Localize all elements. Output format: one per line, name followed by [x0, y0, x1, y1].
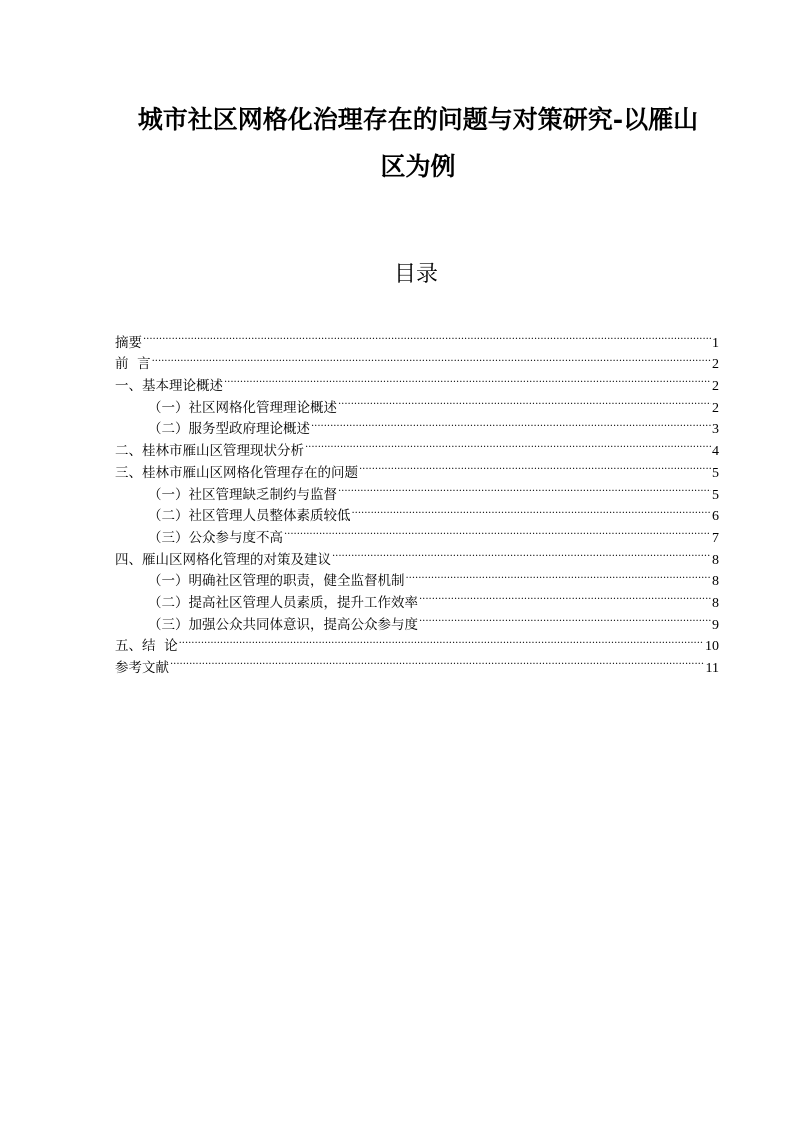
toc-entry-label: 一、基本理论概述: [115, 378, 223, 395]
toc-entry-label: 三、桂林市雁山区网格化管理存在的问题: [115, 464, 358, 481]
toc-leader-dots: [305, 433, 711, 455]
toc-entry-label: 摘要: [115, 334, 142, 351]
toc-leader-dots: [152, 347, 711, 369]
toc-entry-page: 10: [705, 639, 719, 655]
toc-entry-label: （三）加强公众共同体意识，提高公众参与度: [148, 616, 418, 633]
toc-leader-dots: [338, 390, 711, 412]
toc-leader-dots: [359, 455, 711, 477]
toc-entry-label: 参考文献: [115, 660, 169, 676]
toc-entry-page: 8: [712, 595, 719, 611]
toc-entry-page: 7: [712, 530, 719, 546]
toc-entry[interactable]: [115, 368, 719, 395]
toc-leader-dots: [179, 629, 704, 651]
toc-entry-label: 二、桂林市雁山区管理现状分析: [115, 443, 304, 460]
toc-entry-label: （一）社区管理缺乏制约与监督: [148, 486, 337, 503]
toc-heading: 目录: [393, 262, 438, 287]
title-line-1: 城市社区网格化治理存在的问题与对策研究-以雁山: [137, 105, 699, 134]
toc-entry-page: 11: [705, 661, 719, 676]
toc-entry-page: 8: [712, 574, 719, 590]
toc-leader-dots: [311, 412, 711, 434]
toc-entry-label: 四、雁山区网格化管理的对策及建议: [115, 551, 331, 568]
toc-entry-page: 2: [712, 400, 719, 416]
toc-entry-label: （二）社区管理人员整体素质较低: [148, 508, 351, 525]
toc-leader-dots: [338, 477, 711, 499]
toc-leader-dots: [224, 368, 711, 390]
toc-entry[interactable]: [115, 325, 719, 351]
toc-entry-page: 5: [712, 465, 719, 481]
toc-entry-label: （三）公众参与度不高: [148, 529, 283, 546]
title-line-2: 区为例: [380, 152, 456, 181]
toc-entry-page: 4: [712, 444, 719, 460]
toc-entry-page: 3: [712, 422, 719, 438]
toc-leader-dots: [406, 564, 712, 586]
toc-entry-page: 1: [712, 335, 719, 351]
toc-entry-page: 9: [712, 617, 719, 633]
toc-leader-dots: [352, 499, 712, 521]
toc-entry-label: 五、结 论: [115, 638, 178, 655]
toc-entry-label: 前 言: [115, 356, 151, 373]
toc-entry-page: 2: [712, 357, 719, 373]
toc-entry-label: （二）提高社区管理人员素质，提升工作效率: [148, 594, 418, 611]
toc-leader-dots: [284, 520, 711, 542]
toc-entry-page: 2: [712, 379, 719, 395]
toc-entry-page: 5: [712, 487, 719, 503]
toc-entry-label: （二）服务型政府理论概述: [148, 421, 310, 438]
toc-entry-page: 8: [712, 552, 719, 568]
toc-entry-page: 6: [712, 509, 719, 525]
document-title: [100, 96, 736, 190]
toc-leader-dots: [419, 607, 711, 629]
toc-entry[interactable]: [115, 347, 719, 373]
toc-entry-label: （一）社区网格化管理理论概述: [148, 399, 337, 416]
toc-leader-dots: [170, 650, 705, 672]
toc-leader-dots: [332, 542, 711, 564]
toc-leader-dots: [143, 325, 711, 347]
toc-entry[interactable]: [115, 629, 719, 655]
toc-entry-label: （一）明确社区管理的职责，健全监督机制: [148, 573, 405, 590]
toc-leader-dots: [419, 585, 711, 607]
toc-entry[interactable]: [115, 650, 719, 676]
table-of-contents: [115, 325, 719, 676]
